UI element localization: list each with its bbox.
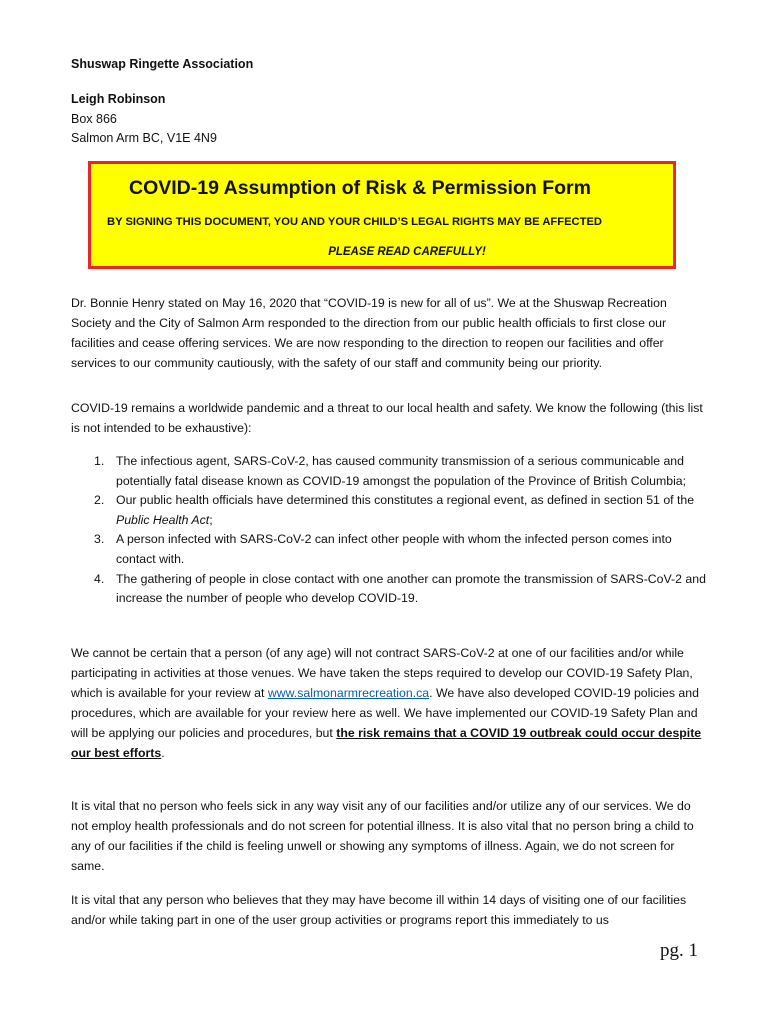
list-number: 2. bbox=[94, 493, 105, 508]
list-number: 1. bbox=[94, 454, 105, 468]
form-title-banner bbox=[88, 161, 676, 269]
contact-name: Leigh Robinson bbox=[71, 92, 166, 106]
safety-plan-paragraph bbox=[71, 643, 707, 763]
reporting-paragraph: It is vital that any person who believes that they may have become ill within 14 days of visiting one of our facilities and/or while taking part in one of the user group activities or programs report this immediately to us bbox=[71, 893, 687, 927]
list-item bbox=[71, 570, 707, 609]
list-text: Our public health officials have determined this constitutes a regional event, as defined in section 51 of the bbox=[116, 493, 695, 508]
read-carefully-notice: PLEASE READ CAREFULLY! bbox=[328, 246, 486, 258]
list-text: The infectious agent, SARS-CoV-2, has caused community transmission of a serious communicable and potentially fatal disease known as COVID-19 amongst the population of the Province of British Columbia; bbox=[116, 454, 687, 488]
address-line-1: Box 866 bbox=[71, 111, 117, 126]
organization-name: Shuswap Ringette Association bbox=[71, 57, 254, 71]
list-item bbox=[71, 452, 707, 491]
list-text-end: ; bbox=[209, 512, 213, 527]
risk-emphasis: the risk remains that a COVID 19 outbreak could occur despite our best efforts bbox=[71, 726, 702, 760]
safety-plan-text-end: . bbox=[161, 746, 165, 760]
list-text: The gathering of people in close contact with one another can promote the transmission of SARS-CoV-2 and increase the number of people who develop COVID-19. bbox=[116, 571, 706, 606]
safety-plan-text: We cannot be certain that a person (of any age) will not contract SARS-CoV-2 at one of our facilities and/or while participating in activities at those venues. We have taken the steps required to develop our COVID-19 Safety Plan, which is available for your review at bbox=[71, 646, 693, 700]
list-number: 4. bbox=[94, 571, 105, 586]
list-number: 3. bbox=[94, 532, 105, 547]
recreation-website-link[interactable]: www.salmonarmrecreation.ca bbox=[267, 686, 430, 700]
safety-plan-text-2: . We have also developed COVID-19 policies and procedures, which are available for your review here as well. We have implemented our COVID-19 Safety Plan and will be applying our policies and procedures, but bbox=[71, 686, 699, 740]
pandemic-paragraph: COVID-19 remains a worldwide pandemic and a threat to our local health and safety. We know the following (this list is not intended to be exhaustive): bbox=[71, 401, 703, 435]
list-text: A person infected with SARS-CoV-2 can infect other people with whom the infected person comes into contact with. bbox=[116, 532, 672, 566]
form-title: COVID-19 Assumption of Risk & Permission Form bbox=[129, 177, 591, 199]
list-item bbox=[71, 491, 707, 530]
address-line-2: Salmon Arm BC, V1E 4N9 bbox=[71, 131, 217, 145]
act-name: Public Health Act bbox=[116, 512, 210, 527]
legal-rights-warning: BY SIGNING THIS DOCUMENT, YOU AND YOUR CHILD’S LEGAL RIGHTS MAY BE AFFECTED bbox=[107, 216, 602, 228]
page-number: pg. 1 bbox=[660, 940, 698, 961]
facts-list bbox=[71, 452, 707, 609]
intro-paragraph: Dr. Bonnie Henry stated on May 16, 2020 that “COVID-19 is new for all of us”. We at the Shuswap Recreation Society and the City of Salmon Arm responded to the direction from our public health officials to first close our facilities and cease offering services. We are now responding to the direction to reopen our facilities and offer services to our community cautiously, with the safety of our staff and community being our priority. bbox=[71, 296, 667, 370]
contact-block bbox=[71, 90, 217, 149]
sickness-paragraph: It is vital that no person who feels sick in any way visit any of our facilities and/or utilize any of our services. We do not employ health professionals and do not screen for potential illness. It is also vital that no person bring a child to any of our facilities if the child is feeling unwell or showing any symptoms of illness. Again, we do not screen for same. bbox=[71, 799, 694, 873]
list-item bbox=[71, 530, 707, 569]
